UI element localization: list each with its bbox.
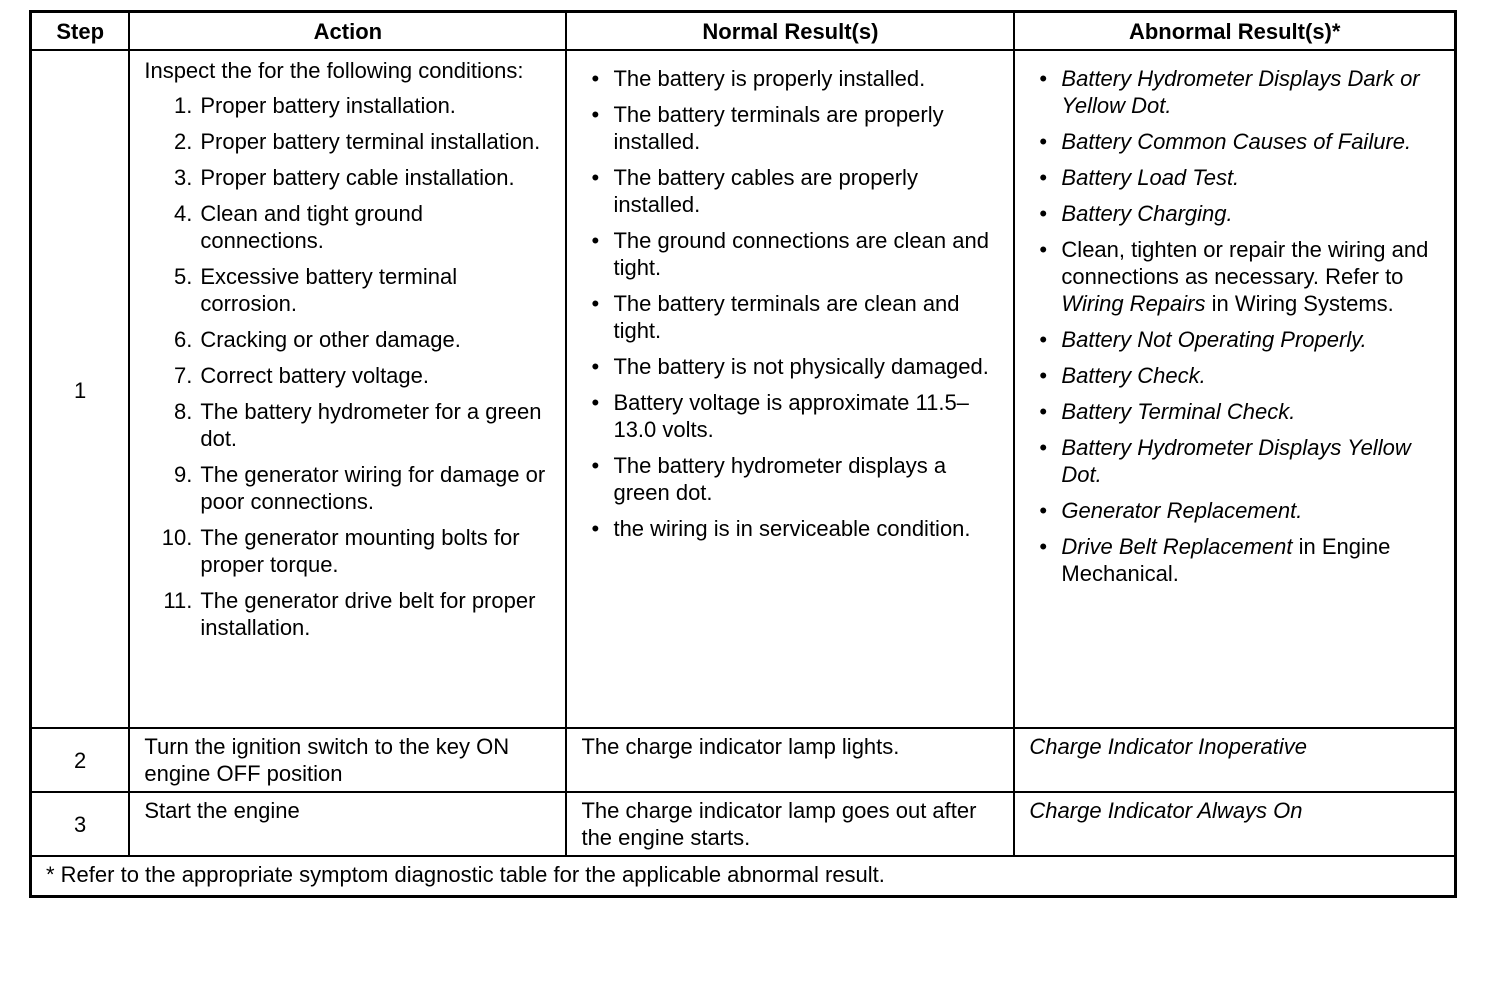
abnormal-item	[1029, 497, 1440, 524]
normal-item: • The battery is properly installed.	[581, 65, 999, 92]
procedure-reference: Battery Charging.	[1061, 201, 1233, 226]
item-number: 9.	[173, 462, 193, 487]
item-number: 5.	[173, 264, 193, 289]
action-item	[144, 587, 551, 641]
item-text: in Wiring Systems.	[1205, 291, 1394, 316]
item-text: The generator mounting bolts for proper torque.	[200, 525, 520, 577]
action-list	[144, 92, 551, 641]
abnormal-item	[1029, 65, 1440, 119]
item-text: Clean and tight ground connections.	[200, 201, 423, 253]
item-number: 6.	[173, 327, 193, 352]
action-cell	[129, 50, 566, 728]
normal-item: • the wiring is in serviceable condition.	[581, 515, 999, 542]
footnote-row	[31, 856, 1456, 897]
action-item	[144, 524, 551, 578]
normal-cell: The charge indicator lamp lights.	[566, 728, 1014, 792]
action-item	[144, 92, 551, 119]
abnormal-item	[1029, 164, 1440, 191]
item-number: 8.	[173, 399, 193, 424]
procedure-reference: Battery Hydrometer Displays Yellow Dot.	[1061, 435, 1411, 487]
step-number: 3	[31, 792, 130, 856]
abnormal-cell	[1014, 50, 1455, 728]
item-text: Proper battery cable installation.	[200, 165, 515, 190]
procedure-reference: Drive Belt Replacement	[1061, 534, 1293, 559]
action-item	[144, 326, 551, 353]
procedure-reference: Generator Replacement.	[1061, 498, 1303, 523]
normal-item: • The battery cables are properly installed.	[581, 164, 999, 218]
item-number: 11.	[163, 588, 193, 613]
procedure-reference: Battery Load Test.	[1061, 165, 1240, 190]
table-row	[31, 50, 1456, 728]
normal-item: • The battery is not physically damaged.	[581, 353, 999, 380]
item-text: Cracking or other damage.	[200, 327, 461, 352]
normal-item: • The battery terminals are properly installed.	[581, 101, 999, 155]
action-item	[144, 200, 551, 254]
procedure-reference: Battery Terminal Check.	[1061, 399, 1296, 424]
item-number: 2.	[173, 129, 193, 154]
action-intro: Inspect the for the following conditions:	[144, 58, 524, 83]
action-cell: Turn the ignition switch to the key ON engine OFF position	[129, 728, 566, 792]
action-item	[144, 164, 551, 191]
action-item	[144, 398, 551, 452]
step-number: 1	[31, 50, 130, 728]
item-text: The battery hydrometer for a green dot.	[200, 399, 542, 451]
abnormal-cell: Charge Indicator Always On	[1014, 792, 1455, 856]
item-text: The generator wiring for damage or poor connections.	[200, 462, 546, 514]
abnormal-item	[1029, 533, 1440, 587]
item-text: The generator drive belt for proper installation.	[200, 588, 536, 640]
action-item	[144, 461, 551, 515]
procedure-reference: Battery Check.	[1061, 363, 1206, 388]
normal-list	[581, 65, 999, 542]
item-text: Proper battery terminal installation.	[200, 129, 541, 154]
normal-item: • The battery terminals are clean and tight.	[581, 290, 999, 344]
normal-item: • The ground connections are clean and tight.	[581, 227, 999, 281]
item-number: 10.	[161, 525, 193, 550]
item-text: in Engine Mechanical.	[1061, 534, 1391, 586]
header-normal: Normal Result(s)	[566, 12, 1014, 51]
abnormal-cell: Charge Indicator Inoperative	[1014, 728, 1455, 792]
action-item	[144, 263, 551, 317]
header-row	[31, 12, 1456, 51]
abnormal-item	[1029, 326, 1440, 353]
diagnostic-table	[29, 10, 1457, 898]
abnormal-list	[1029, 65, 1440, 587]
header-action: Action	[129, 12, 566, 51]
abnormal-item	[1029, 398, 1440, 425]
procedure-reference: Wiring Repairs	[1061, 291, 1206, 316]
procedure-reference: Battery Common Causes of Failure.	[1061, 129, 1412, 154]
table-row	[31, 792, 1456, 856]
step-number: 2	[31, 728, 130, 792]
normal-item: • The battery hydrometer displays a green dot.	[581, 452, 999, 506]
abnormal-item	[1029, 236, 1440, 317]
item-number: 1.	[173, 93, 193, 118]
normal-item: • Battery voltage is approximate 11.5–13.0 volts.	[581, 389, 999, 443]
abnormal-item	[1029, 200, 1440, 227]
action-item	[144, 362, 551, 389]
procedure-reference: Battery Not Operating Properly.	[1061, 327, 1367, 352]
item-text: Clean, tighten or repair the wiring and connections as necessary. Refer to	[1061, 237, 1429, 289]
abnormal-item	[1029, 434, 1440, 488]
action-cell: Start the engine	[129, 792, 566, 856]
action-item	[144, 128, 551, 155]
header-step: Step	[31, 12, 130, 51]
procedure-reference: Battery Hydrometer Displays Dark or Yellow Dot.	[1061, 66, 1420, 118]
normal-cell	[566, 50, 1014, 728]
item-number: 3.	[173, 165, 193, 190]
abnormal-item	[1029, 362, 1440, 389]
header-abnormal: Abnormal Result(s)*	[1014, 12, 1455, 51]
normal-cell: The charge indicator lamp goes out after the engine starts.	[566, 792, 1014, 856]
item-text: Correct battery voltage.	[200, 363, 430, 388]
item-text: Proper battery installation.	[200, 93, 456, 118]
footnote: * Refer to the appropriate symptom diagnostic table for the applicable abnormal result.	[31, 856, 1456, 897]
item-number: 7.	[173, 363, 193, 388]
abnormal-item	[1029, 128, 1440, 155]
item-text: Excessive battery terminal corrosion.	[200, 264, 458, 316]
item-number: 4.	[173, 201, 193, 226]
table-row	[31, 728, 1456, 792]
